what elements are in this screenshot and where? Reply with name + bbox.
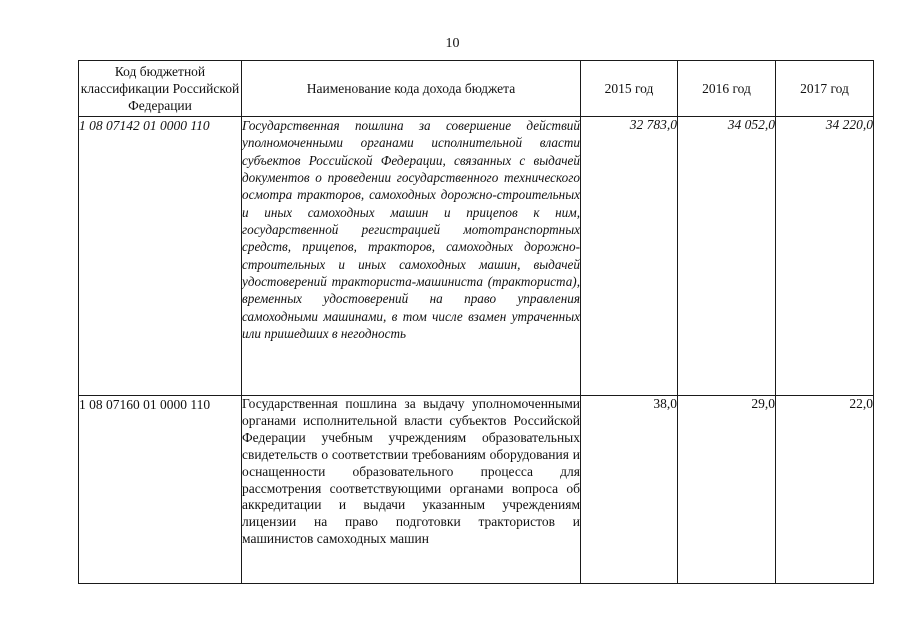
header-2017: 2017 год [776, 61, 874, 117]
header-2015: 2015 год [581, 61, 678, 117]
header-2016: 2016 год [678, 61, 776, 117]
table-header-row [79, 61, 874, 117]
table-row [79, 117, 874, 396]
budget-revenue-table [78, 60, 874, 584]
header-code: Код бюджетной классификации Российской Федерации [79, 61, 242, 117]
row-code: 1 08 07142 01 0000 110 [79, 117, 242, 396]
row-value-2015: 32 783,0 [581, 117, 678, 396]
row-name: Государственная пошлина за совершение действий уполномоченными органами исполнительной власти субъектов Российской Федерации, связанных с выдачей документов о проведении государственного технического осмотра тракторов, самоходных дорожно-строительных и иных самоходных машин и прицепов к ним, государственной регистрацией мототранспортных средств, прицепов, тракторов, самоходных дорожно-строительных и иных самоходных машин, выдачей удостоверений тракториста-машиниста (тракториста), временных удостоверений на право управления самоходными машинами, в том числе взамен утраченных или пришедших в негодность [242, 117, 581, 396]
row-value-2015: 38,0 [581, 396, 678, 584]
row-value-2017: 22,0 [776, 396, 874, 584]
row-value-2016: 29,0 [678, 396, 776, 584]
row-name: Государственная пошлина за выдачу уполномоченными органами исполнительной власти субъектов Российской Федерации учебным учреждениям образовательных свидетельств о соответствии требованиям оборудования и оснащенности образовательного процесса для рассмотрения соответствующими органами вопроса об аккредитации и выдачи указанным учреждениям лицензии на право подготовки трактористов и машинистов самоходных машин [242, 396, 581, 584]
row-value-2016: 34 052,0 [678, 117, 776, 396]
header-name: Наименование кода дохода бюджета [242, 61, 581, 117]
page-number: 10 [445, 36, 460, 51]
table-row [79, 396, 874, 584]
row-value-2017: 34 220,0 [776, 117, 874, 396]
row-code: 1 08 07160 01 0000 110 [79, 396, 242, 584]
